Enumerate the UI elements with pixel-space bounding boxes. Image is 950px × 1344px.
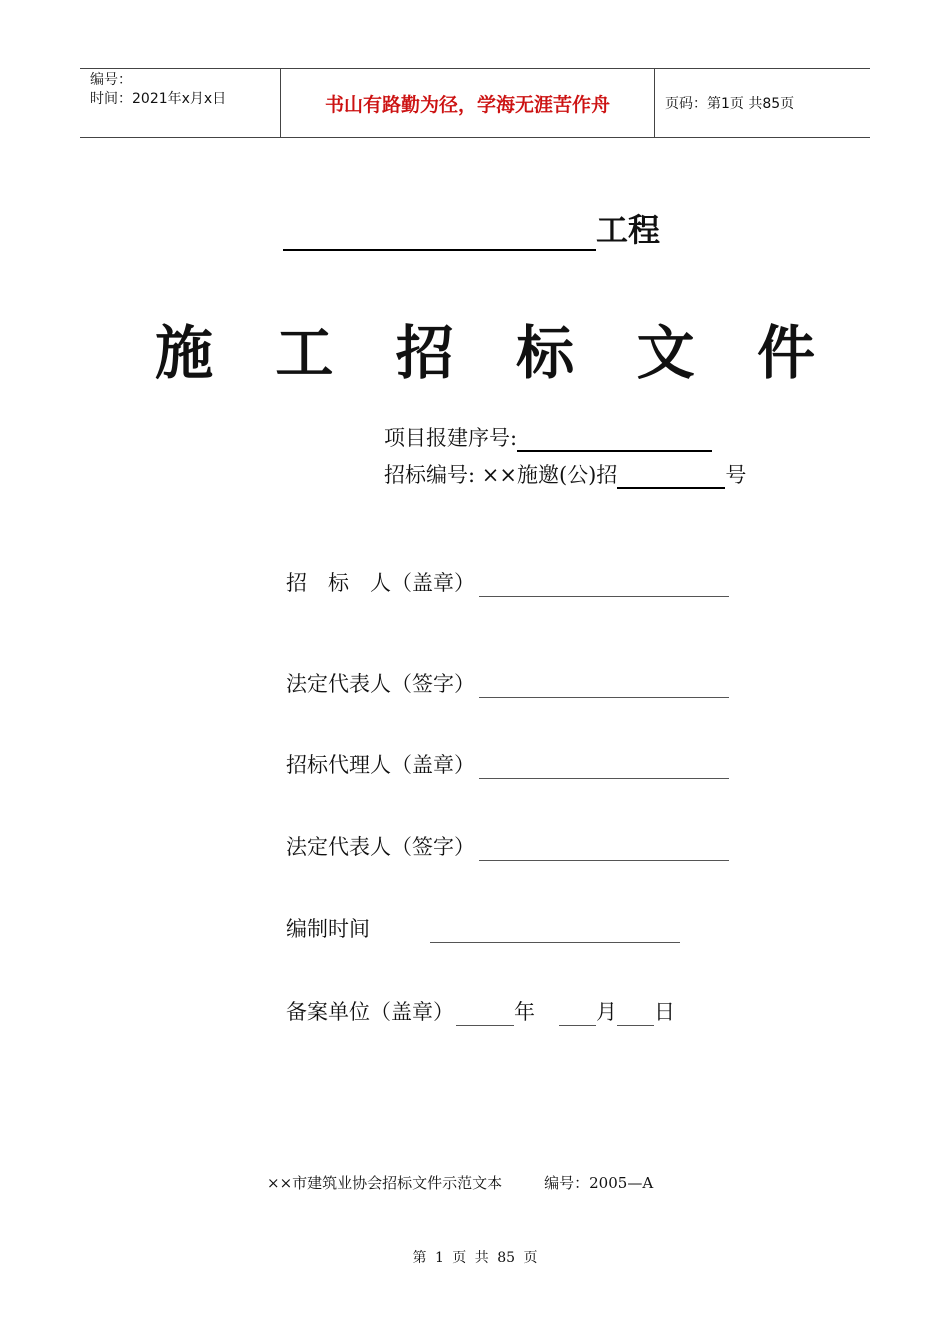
header-number-label: 编号： bbox=[90, 72, 132, 88]
year-blank bbox=[456, 1003, 514, 1026]
project-title-line bbox=[283, 205, 660, 251]
project-name-blank bbox=[283, 213, 596, 251]
legal-rep-label-1: 法定代表人（签字） bbox=[286, 672, 475, 696]
main-title-char: 招 bbox=[395, 319, 454, 387]
template-code: 编号：2005—A bbox=[544, 1174, 654, 1192]
main-title-char: 标 bbox=[516, 319, 575, 387]
prepared-time-blank bbox=[430, 920, 680, 943]
main-title bbox=[155, 306, 815, 390]
prepared-time-row bbox=[286, 913, 680, 943]
filing-unit-row bbox=[286, 996, 675, 1026]
agent-row bbox=[286, 749, 729, 779]
main-title-char: 件 bbox=[756, 319, 815, 387]
header-page-info: 页码：第1页 共85页 bbox=[665, 96, 795, 112]
prepared-time-label: 编制时间 bbox=[286, 917, 370, 941]
header-time-label: 时间：2021年x月x日 bbox=[90, 91, 227, 107]
template-note: ××市建筑业协会招标文件示范文本 bbox=[267, 1174, 503, 1192]
legal-rep-row-1 bbox=[286, 668, 729, 698]
day-label: 日 bbox=[654, 1000, 675, 1024]
month-label: 月 bbox=[596, 1000, 617, 1024]
serial-number-row bbox=[384, 422, 712, 452]
tenderer-row bbox=[286, 567, 729, 597]
filing-unit-label: 备案单位（盖章） bbox=[286, 1000, 454, 1024]
main-title-char: 施 bbox=[155, 319, 214, 387]
project-suffix: 工程 bbox=[596, 211, 661, 249]
bid-number-row bbox=[384, 459, 746, 489]
main-title-char: 工 bbox=[275, 319, 334, 387]
legal-rep-row-2 bbox=[286, 831, 729, 861]
template-footnote bbox=[267, 1172, 653, 1193]
legal-rep-blank-1 bbox=[479, 675, 729, 698]
bid-number-blank bbox=[617, 465, 725, 489]
legal-rep-label-2: 法定代表人（签字） bbox=[286, 835, 475, 859]
main-title-char: 文 bbox=[636, 319, 695, 387]
document-header bbox=[80, 68, 870, 138]
day-blank bbox=[617, 1003, 654, 1026]
agent-label: 招标代理人（盖章） bbox=[286, 753, 475, 777]
tenderer-label: 招 标 人（盖章） bbox=[286, 571, 475, 595]
bid-number-label: 招标编号: ××施邀(公)招 bbox=[384, 463, 618, 487]
serial-number-label: 项目报建序号: bbox=[384, 426, 518, 450]
tenderer-blank bbox=[479, 574, 729, 597]
header-meta-cell bbox=[80, 69, 281, 137]
bid-number-suffix: 号 bbox=[725, 463, 747, 487]
year-label: 年 bbox=[514, 1000, 535, 1024]
page-footer: 第 1 页 共 85 页 bbox=[412, 1250, 538, 1266]
header-motto: 书山有路勤为径，学海无涯苦作舟 bbox=[281, 69, 655, 137]
legal-rep-blank-2 bbox=[479, 838, 729, 861]
month-blank bbox=[559, 1003, 596, 1026]
serial-number-blank bbox=[517, 428, 712, 452]
agent-blank bbox=[479, 756, 729, 779]
